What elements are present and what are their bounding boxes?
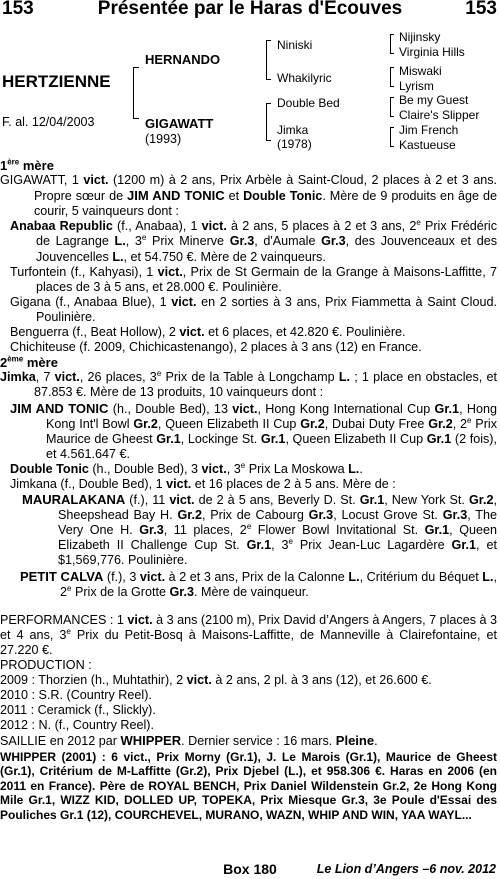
production-2011: 2011 : Ceramick (f., Slickly). [0, 703, 156, 718]
production-2012: 2012 : N. (f., Country Reel). [0, 718, 154, 733]
lot-number-left: 153 [2, 0, 34, 19]
bracket-line [266, 103, 271, 104]
bracket-line [266, 40, 267, 80]
dam-year: (1993) [145, 132, 182, 146]
produce-anabaa-republic: Anabaa Republic (f., Anabaa), 1 vict. à 2 ans, 5 places à 2 et 3 ans, 2e Prix Frédéric de Lagrange L., 3e Prix Minerve Gr.3, d'Aumale Gr.3, des Jouvenceaux et des Jouvencelles L., et 54.750 €. Mère de 2 vainqueurs. [10, 218, 498, 264]
box-number: Box 180 [223, 861, 277, 877]
bracket-line [390, 67, 394, 68]
production-heading: PRODUCTION : [0, 658, 92, 672]
produce-mauralakana: MAURALAKANA (f.), 11 vict. de 2 à 5 ans, Beverly D. St. Gr.1, New York St. Gr.2, Sheepshead Bay H. Gr.2, Prix de Cabourg Gr.3, Locust Grove St. Gr.3, The Very One H. Gr.3, 11 places, 2e Flower Bowl Invitational St. Gr.1, Queen Elizabeth II Challenge Cup St. Gr.1, 3e Prix Jean-Luc Lagardère Gr.1, et $1,569,776. Poulinière. [22, 492, 498, 568]
ancestor: Virginia Hills [399, 45, 465, 59]
stallion-whipper-info: WHIPPER (2001) : 6 vict., Prix Morny (Gr.1), J. Le Marois (Gr.1), Maurice de Gheest (Gr.1), Critérium de M-Laffitte (Gr.2), Prix Djebel (L.), et 958.306 €. Haras en 2006 (en 2011 en France). Père de ROYAL BENCH, Prix Daniel Wildenstein Gr.2, 2e Hong Kong Mile Gr.1, WIZZ KID, DOLLED UP, TOPEKA, Prix Miesque Gr.3, 3e Poule d'Essai des Pouliches Gr.1 (12), COURCHEVEL, MURANO, WAZN, WHIP AND WIN, YAA WAYL... [0, 749, 497, 822]
first-dam-heading: 1ère mère [0, 157, 54, 173]
horse-details: F. al. 12/04/2003 [2, 115, 95, 129]
consignor-title: Présentée par le Haras d'Ecouves [97, 0, 403, 19]
saillie: SAILLIE en 2012 par WHIPPER. Dernier service : 16 mars. Pleine. [0, 733, 378, 749]
pedigree-table [0, 26, 500, 158]
dam-of-dam-year: (1978) [277, 137, 312, 151]
first-dam-entry: GIGAWATT, 1 vict. (1200 m) à 2 ans, Prix Arbèle à Saint-Cloud, 2 places à 2 et 3 ans. Propre sœur de JIM AND TONIC et Double Tonic. Mère de 9 produits en âge de courir, 5 vainqueurs dont : [0, 173, 497, 219]
sire-name: HERNANDO [145, 52, 221, 67]
second-dam-heading: 2ème mère [0, 354, 58, 371]
ancestor: Nijinsky [399, 30, 441, 44]
bracket-line [133, 118, 139, 119]
bracket-line [266, 140, 271, 141]
production-2009: 2009 : Thorzien (h., Muhtathir), 2 vict. à 2 ans, 2 pl. à 3 ans (12), et 26.600 €. [0, 673, 432, 688]
catalogue-text [0, 158, 497, 823]
page-footer [0, 862, 500, 878]
produce-petit-calva: PETIT CALVA (f.), 3 vict. à 2 et 3 ans, Prix de la Calonne L., Critérium du Béquet L., 2e Prix de la Grotte Gr.3. Mère de vainqueur. [20, 568, 497, 599]
produce-jim-and-tonic: JIM AND TONIC (h., Double Bed), 13 vict., Hong Kong International Cup Gr.1, Hong Kong Int'l Bowl Gr.2, Queen Elizabeth II Cup Gr.2, Dubai Duty Free Gr.2, 2e Prix Maurice de Gheest Gr.1, Lockinge St. Gr.1, Queen Elizabeth II Cup Gr.1 (2 fois), et 4.561.647 €. [10, 400, 497, 461]
bracket-line [390, 34, 394, 35]
bracket-line [266, 79, 271, 80]
produce-chichiteuse: Chichiteuse (f. 2009, Chichicastenango), 2 places à 3 ans (12) en France. [10, 340, 422, 355]
bracket-line [266, 103, 267, 141]
ancestor: Jim French [399, 123, 459, 137]
ancestor: Claire's Slipper [399, 108, 480, 122]
bracket-line [390, 97, 391, 117]
bracket-line [390, 116, 394, 117]
sale-publication: Le Lion d’Angers –6 nov. 2012 [316, 862, 496, 876]
bracket-line [390, 53, 394, 54]
bracket-line [390, 34, 391, 54]
production-2010: 2010 : S.R. (Country Reel). [0, 688, 152, 703]
produce-benguerra: Benguerra (f., Beat Hollow), 2 vict. et 6 places, et 42.820 €. Poulinière. [10, 325, 406, 340]
bracket-line [390, 127, 391, 147]
bracket-line [133, 67, 139, 68]
bracket-line [390, 127, 394, 128]
dam-name: GIGAWATT [145, 116, 214, 131]
dam-of-dam: Jimka [277, 123, 309, 137]
bracket-line [390, 86, 394, 87]
performances: PERFORMANCES : 1 vict. à 3 ans (2100 m), Prix David d’Angers à Angers, 7 places à 3 et 4 ans, 3e Prix du Petit-Bosq à Maisons-Laffitte, de Manneville à Clairefontaine, et 27.220 €. [0, 612, 498, 657]
dam-of-sire: Whakilyric [277, 71, 332, 85]
sire-of-sire: Niniski [277, 38, 313, 52]
produce-gigana: Gigana (f., Anabaa Blue), 1 vict. en 2 sorties à 3 ans, Prix Fiammetta à Saint Cloud. Poulinière. [10, 294, 497, 324]
page-header [0, 0, 500, 22]
bracket-line [390, 146, 394, 147]
ancestor: Kastueuse [399, 138, 456, 152]
produce-double-tonic: Double Tonic (h., Double Bed), 3 vict., 3e Prix La Moskowa L.. [10, 460, 363, 476]
ancestor: Lyrism [399, 79, 434, 93]
bracket-line [266, 40, 271, 41]
produce-turfontein: Turfontein (f., Kahyasi), 1 vict., Prix de St Germain de la Grange à Maisons-Laffitte, 7 places de 3 à 5 ans, et 28.000 €. Poulinière. [10, 264, 497, 294]
bracket-line [390, 97, 394, 98]
second-dam-entry: Jimka, 7 vict., 26 places, 3e Prix de la Table à Longchamp L. ; 1 place en obstacles, et 87.853 €. Mère de 13 produits, 10 vainqueurs dont : [0, 369, 497, 400]
produce-jimkana: Jimkana (f., Double Bed), 1 vict. et 16 places de 2 à 5 ans. Mère de : [10, 476, 396, 491]
bracket-line [133, 67, 134, 119]
sire-of-dam: Double Bed [277, 96, 340, 110]
lot-number-right: 153 [465, 0, 497, 19]
bracket-line [390, 67, 391, 87]
ancestor: Miswaki [399, 64, 442, 78]
ancestor: Be my Guest [399, 93, 469, 107]
spacer [0, 600, 497, 613]
horse-name: HERTZIENNE [2, 72, 111, 91]
